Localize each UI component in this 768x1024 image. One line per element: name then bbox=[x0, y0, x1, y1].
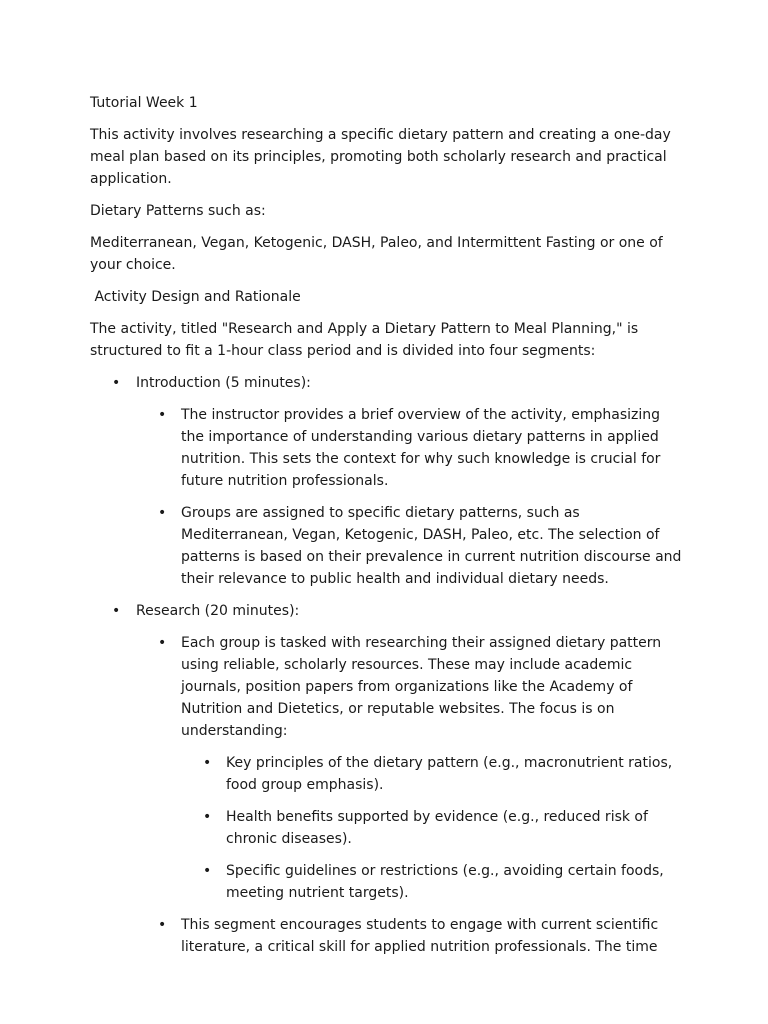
list-item bbox=[181, 806, 682, 850]
bullet-icon: • bbox=[203, 809, 212, 825]
list-item bbox=[136, 502, 682, 590]
list-item bbox=[90, 372, 682, 590]
list-item bbox=[90, 600, 682, 958]
list-item bbox=[136, 404, 682, 492]
bullet-icon: • bbox=[158, 917, 167, 933]
design-heading: Activity Design and Rationale bbox=[90, 289, 301, 305]
introduction-details bbox=[136, 404, 682, 590]
segment-title-research: Research (20 minutes): bbox=[136, 603, 300, 619]
design-paragraph: The activity, titled "Research and Apply a Dietary Pattern to Meal Planning," is structured to fit a 1-hour class period and is divided into four segments: bbox=[90, 321, 639, 359]
bullet-icon: • bbox=[203, 863, 212, 879]
bullet-icon: • bbox=[158, 407, 167, 423]
list-item-text: This segment encourages students to engage with current scientific literature, a critical skill for applied nutrition professionals. The time bbox=[181, 917, 659, 955]
page-title: Tutorial Week 1 bbox=[90, 95, 198, 111]
list-item-text: Health benefits supported by evidence (e.g., reduced risk of chronic diseases). bbox=[226, 809, 648, 847]
bullet-icon: • bbox=[112, 603, 121, 619]
list-item-text: Specific guidelines or restrictions (e.g., avoiding certain foods, meeting nutrient targets). bbox=[226, 863, 664, 901]
list-item-text: Each group is tasked with researching their assigned dietary pattern using reliable, scholarly resources. These may include academic journals, position papers from organizations like the Academy of Nutrition and Dietetics, or reputable websites. The focus is on understanding: bbox=[181, 635, 662, 739]
bullet-icon: • bbox=[158, 505, 167, 521]
segment-title-introduction: Introduction (5 minutes): bbox=[136, 375, 311, 391]
document-body bbox=[90, 92, 682, 968]
intro-paragraph: This activity involves researching a specific dietary pattern and creating a one-day meal plan based on its principles, promoting both scholarly research and practical application. bbox=[90, 127, 671, 187]
list-item-text: Groups are assigned to specific dietary patterns, such as Mediterranean, Vegan, Ketogenic, DASH, Paleo, etc. The selection of patterns is based on their prevalence in current nutrition discourse and their relevance to public health and individual dietary needs. bbox=[181, 505, 682, 587]
list-item-text: The instructor provides a brief overview of the activity, emphasizing the importance of understanding various dietary patterns in applied nutrition. This sets the context for why such knowledge is crucial for future nutrition professionals. bbox=[181, 407, 661, 489]
patterns-list: Mediterranean, Vegan, Ketogenic, DASH, Paleo, and Intermittent Fasting or one of your choice. bbox=[90, 235, 663, 273]
patterns-label: Dietary Patterns such as: bbox=[90, 203, 266, 219]
list-item-text: Key principles of the dietary pattern (e.g., macronutrient ratios, food group emphasis). bbox=[226, 755, 673, 793]
segments-list bbox=[90, 372, 682, 958]
bullet-icon: • bbox=[203, 755, 212, 771]
list-item bbox=[136, 914, 682, 958]
research-details bbox=[136, 632, 682, 958]
list-item bbox=[181, 752, 682, 796]
research-focus-list bbox=[181, 752, 682, 904]
list-item bbox=[136, 632, 682, 904]
bullet-icon: • bbox=[158, 635, 167, 651]
bullet-icon: • bbox=[112, 375, 121, 391]
list-item bbox=[181, 860, 682, 904]
